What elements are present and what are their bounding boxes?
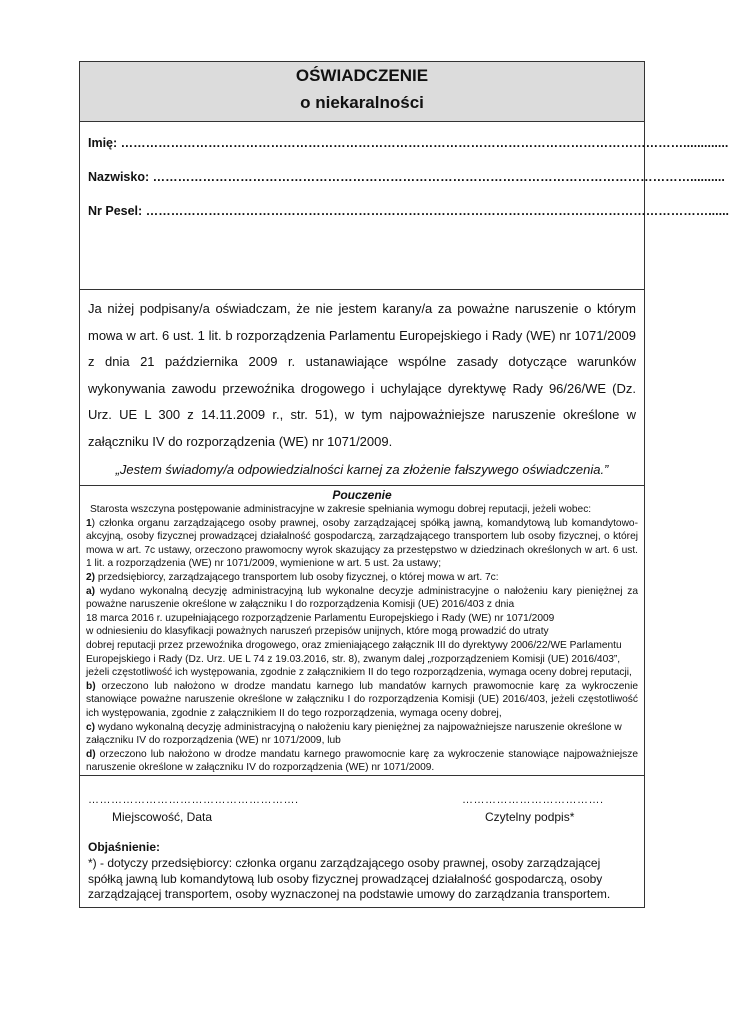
form-header bbox=[80, 62, 644, 122]
last-name-label: Nazwisko: bbox=[88, 170, 150, 184]
pouczenie-point-d-text: orzeczono lub nałożono w drodze mandatu karnego prawomocnie karę za wykroczenie stanowiące najpoważniejsze naruszenie określone w załączniku IV do rozporządzenia (WE) nr 1071/2009. bbox=[86, 748, 638, 774]
first-name-label: Imię: bbox=[88, 136, 118, 150]
pouczenie-point-a1 bbox=[86, 585, 638, 612]
pouczenie-point-b-text: orzeczono lub nałożono w drodze mandatu karnego lub mandatów karnych prawomocnie karę za wykroczenie stanowiące poważne naruszenie określone w załączniku I do rozporządzenia Komisji (UE) 2016/403, jeżeli częstotliwość ich występowania, zgodnie z załącznikiem II do tego rozporządzenia, wymaga oceny dobrej, bbox=[86, 680, 638, 719]
pouczenie-point-b-num: b) bbox=[86, 680, 96, 692]
place-date-dots[interactable]: ………………………………………………. bbox=[88, 794, 299, 806]
pouczenie-point-1-num: 1 bbox=[86, 517, 92, 529]
place-date-label: Miejscowość, Data bbox=[112, 810, 213, 824]
declaration-form bbox=[79, 61, 729, 908]
pouczenie-point-2-num: 2) bbox=[86, 571, 96, 583]
pouczenie-intro: Starosta wszczyna postępowanie administracyjne w zakresie spełniania wymogu dobrej reputacji, jeżeli wobec: bbox=[90, 504, 592, 515]
last-name-dots: ………………………………………………………………………………………………………………….......... bbox=[152, 170, 725, 184]
pouczenie-section bbox=[80, 486, 644, 776]
pouczenie-point-c-num: c) bbox=[86, 721, 96, 733]
first-name-dots: ………………………………………………………………………………………………………………………............. bbox=[120, 136, 729, 150]
personal-data-section bbox=[80, 122, 729, 290]
pouczenie-point-c bbox=[86, 721, 638, 748]
pouczenie-point-1 bbox=[86, 517, 638, 571]
pouczenie-point-d bbox=[86, 748, 638, 775]
pouczenie-point-b bbox=[86, 680, 638, 721]
signature-label: Czytelny podpis* bbox=[485, 810, 575, 824]
form-subtitle: o niekaralności bbox=[300, 93, 424, 112]
pouczenie-point-1-text: ) członka organu zarządzającego osoby prawnej, osoby zarządzającej spółką jawną, komandytową lub komandytowo-akcyjną, osoby fizycznej prowadzącej działalność gospodarczą, zarządzającego transportem lub osoby fizycznej, o której mowa w art. 7c ustawy, orzeczono prawomocny wyrok skazujący za przestępstwo w dziedzinach określonych w art. 6 ust. 1 lit. a rozporządzenia (WE) nr 1071/2009, wymienione w art. 5 ust. 2a ustawy; bbox=[86, 517, 638, 570]
declaration-section bbox=[80, 290, 644, 486]
form-title: OŚWIADCZENIE bbox=[295, 66, 429, 85]
last-name-field[interactable] bbox=[88, 170, 725, 184]
pouczenie-point-a1-text: wydano wykonalną decyzję administracyjną lub wykonalne decyzje administracyjne o nałożeniu kary pieniężnej za poważne naruszenie określone w załączniku I do rozporządzenia Komisji (UE) 2016/403 z dnia bbox=[86, 585, 638, 611]
pouczenie-point-2 bbox=[86, 571, 638, 585]
pouczenie-point-a2: 18 marca 2016 r. uzupełniającego rozporządzenie Parlamentu Europejskiego i Rady (WE) nr 1071/2009 bbox=[86, 612, 555, 624]
note-text: *) - dotyczy przedsiębiorcy: członka organu zarządzającego osoby prawnej, osoby zarządzającej spółką jawną lub komandytową lub osoby fizycznej prowadzącej działalność gospodarczą, osoby zarządzającej transportem, osoby wyznaczonej na podstawie umowy do zarządzania transportem. bbox=[88, 856, 611, 901]
note-heading: Objaśnienie: bbox=[88, 840, 161, 854]
first-name-field[interactable] bbox=[88, 136, 729, 150]
pouczenie-text bbox=[86, 503, 638, 775]
signature-dots[interactable]: ………………………………. bbox=[462, 794, 604, 806]
pouczenie-point-2-text: przedsiębiorcy, zarządzającego transportem lub osoby fizycznej, o której mowa w art. 7c: bbox=[95, 571, 499, 583]
signature-section bbox=[80, 776, 644, 909]
pesel-dots: ………………………………………………………………………………………………………………………...... bbox=[145, 204, 729, 218]
pouczenie-point-d-num: d) bbox=[86, 748, 96, 760]
declaration-text: Ja niżej podpisany/a oświadczam, że nie jestem karany/a za poważne naruszenie o którym mowa w art. 6 ust. 1 lit. b rozporządzenia Parlamentu Europejskiego i Rady (WE) nr 1071/2009 z dnia 21 października 2009 r. ustanawiające wspólne zasady dotyczące warunków wykonywania zawodu przewoźnika drogowego i uchylające dyrektywę Rady 96/26/WE (Dz. Urz. UE L 300 z 14.11.2009 r., str. 51), w tym najpoważniejsze naruszenie określone w załączniku IV do rozporządzenia (WE) nr 1071/2009. bbox=[88, 301, 636, 449]
pesel-field[interactable] bbox=[88, 204, 729, 218]
pesel-label: Nr Pesel: bbox=[88, 204, 143, 218]
pouczenie-point-c-text: wydano wykonalną decyzję administracyjną o nałożeniu kary pieniężnej za najpoważniejsze naruszenie określone w załączniku IV do rozporządzenia (WE) nr 1071/2009, lub bbox=[86, 721, 622, 747]
pouczenie-point-a3: w odniesieniu do klasyfikacji poważnych naruszeń przepisów unijnych, które mogą prowadzić do utraty bbox=[86, 626, 549, 638]
pouczenie-point-a-num: a) bbox=[86, 585, 96, 597]
pouczenie-point-a4: dobrej reputacji przez przewoźnika drogowego, oraz zmieniającego załącznik III do dyrektywy 2006/22/WE Parlamentu Europejskiego i Rady (Dz. Urz. UE L 74 z 19.03.2016, str. 8), zwanym dalej „rozporządzeniem Komisji (UE) 2016/403”, jeżeli częstotliwość ich występowania, zgodnie z załącznikiem II do tego rozporządzenia, wymaga oceny dobrej reputacji, bbox=[86, 639, 632, 679]
pouczenie-title: Pouczenie bbox=[332, 488, 392, 502]
declaration-quote: „Jestem świadomy/a odpowiedzialności karnej za złożenie fałszywego oświadczenia.” bbox=[115, 462, 609, 477]
